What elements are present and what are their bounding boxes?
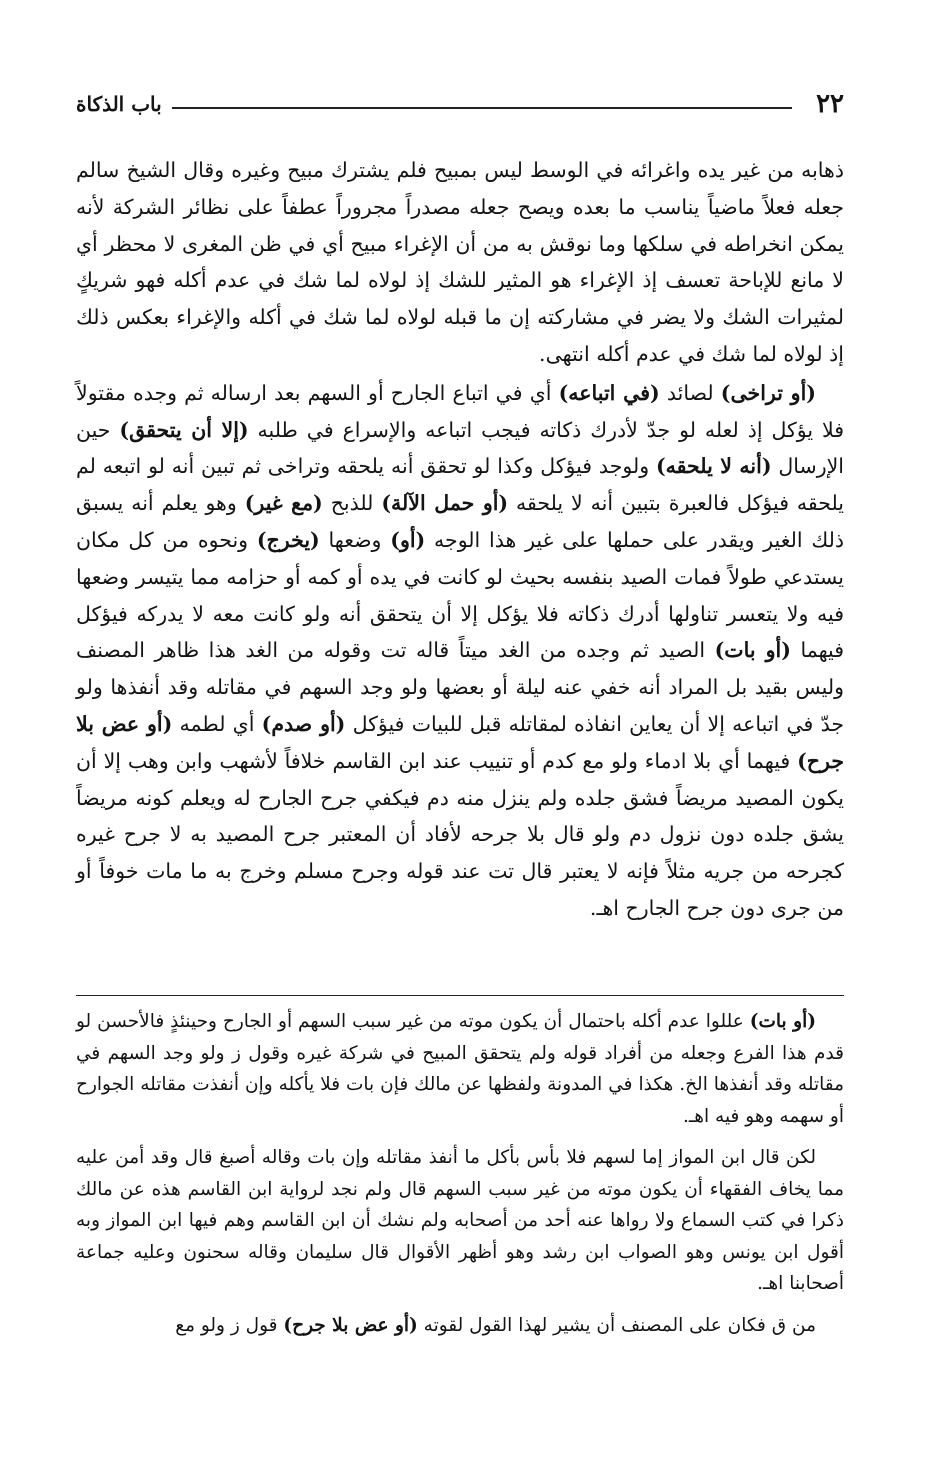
footnote-2: لكن قال ابن المواز إما لسهم فلا بأس بأكل ما أنفذ مقاتله وإن بات وقاله أصبغ قال وقد أمن عليه مما يخاف الفقهاء أن يكون موته من غير سبب السهم قال ولم نجد لرواية ابن القاسم هذه عن مالك ذكرا في كتب السماع ولا رواها عنه أحد من أصحابه ولم نشك أن ابن القاسم وهم فيها ابن المواز وبه أقول ابن يونس وهو الصواب ابن رشد وهو أظهر الأقوال قال سليمان وقاله سحنون وعليه جماعة أصحابنا اهـ. xyxy=(76,1147,844,1294)
commentary-text: الصيد ثم وجده من الغد ميتاً قاله تت وقوله من الغد هذا ظاهر المصنف وليس بقيد بل المراد أنه خفي عنه ليلة أو بعضها ولو وجد السهم في مقاتله وقد أنفذها ولو جدّ في اتباعه إلا أن يعاين انفاذه لمقاتله قبل للبيات فيؤكل xyxy=(76,638,845,736)
matn-term: (أو) xyxy=(390,527,426,552)
footnote-text: من ق فكان على المصنف أن يشير لهذا القول لقوته xyxy=(417,1314,816,1336)
matn-term: (أنه لا يلحقه) xyxy=(655,454,772,479)
matn-term: (أو بات) xyxy=(714,638,791,663)
commentary-text: لصائد xyxy=(659,380,721,405)
commentary-text: أي لطمه xyxy=(172,711,262,736)
commentary-text: للذبح xyxy=(322,491,382,516)
commentary-text: حين الإرسال xyxy=(76,417,845,479)
footnote-3 xyxy=(76,1310,844,1342)
footnote-text: قول ز ولو مع xyxy=(175,1314,284,1336)
page-header xyxy=(76,86,844,122)
footnotes xyxy=(76,1006,844,1351)
commentary-text: فيهما أي بلا ادماء ولو مع كدم أو تنييب عند ابن القاسم خلافاً لأشهب وابن وهب إلا أن يكون المصيد مريضاً فشق جلده ولم ينزل منه دم فيكفي جرح الجارح له ويعلم كونه مريضاً يشق جلده دون نزول دم ولو قال بلا جرحه لأفاد أن المعتبر جرح المصيد به لا جرح غيره كجرحه من جريه مثلاً فإنه لا يعتبر قال تت عند قوله وجرح مسلم وخرج به ما مات خوفاً أو من جرى دون جرح الجارح اهـ. xyxy=(76,748,844,920)
running-title: باب الذكاة xyxy=(76,92,162,116)
paragraph-2 xyxy=(76,375,844,927)
matn-term: (يخرج) xyxy=(256,527,320,552)
main-text xyxy=(76,152,844,929)
page-number: ٢٢ xyxy=(816,89,844,119)
commentary-text: ولوجد فيؤكل وكذا لو تحقق أنه يلحقه وتراخى ثم تبين أنه لو اتبعه لم يلحقه فيؤكل فالعبرة بتبين أنه لا يلحقه xyxy=(76,454,845,516)
matn-term: (أو بات) xyxy=(749,1011,816,1032)
commentary-text: أي في اتباع الجارح أو السهم بعد ارساله ثم وجده مقتولاً فلا يؤكل إذ لعله لو جدّ لأدرك ذكاته فيجب اتباعه والإسراع في طلبه xyxy=(76,380,844,442)
footnote-1 xyxy=(76,1006,844,1132)
footnote-separator xyxy=(76,995,844,996)
commentary-text: وهو يعلم أنه يسبق ذلك الغير ويقدر على حملها على غير هذا الوجه xyxy=(76,491,844,552)
matn-term: (أو عض بلا جرح) xyxy=(283,1314,418,1336)
matn-term: (أو صدم) xyxy=(261,711,346,736)
header-rule xyxy=(172,107,792,109)
matn-term: (أو عض بلا جرح) xyxy=(76,711,844,773)
paragraph-1: ذهابه من غير يده واغرائه في الوسط ليس بمبيح فلم يشترك مبيح وغيره وقال الشيخ سالم جعله فعلاً ماضياً يناسب ما بعده ويصح جعله مصدراً مجروراً عطفاً على نظائر الشركة لأنه يمكن انخراطه في سلكها وما نوقش به من أن الإغراء مبيح أي في ظن المغرى لا محظر أي لا مانع للإباحة تعسف إذ الإغراء هو المثير للشك إذ لولاه لما شك في عدم أكله فهو شريكٍ لمثيرات الشك ولا يضر في مشاركته إن ما قبله لولاه لما شك في أكله والإغراء بعكس ذلك إذ لولاه لما شك في عدم أكله انتهى. xyxy=(76,158,844,366)
commentary-text: وضعها xyxy=(319,527,391,552)
matn-term: (أو تراخى) xyxy=(720,380,816,405)
matn-term: (في اتباعه) xyxy=(558,380,660,405)
matn-term: (مع غير) xyxy=(244,491,323,516)
matn-term: (أو حمل الآلة) xyxy=(381,491,509,516)
commentary-text: ونحوه من كل مكان يستدعي طولاً فمات الصيد بنفسه بحيث لو كانت في يده أو كمه أو حزامه مما يتيسر وضعها فيه ولا يتعسر تناولها أدرك ذكاته فلا يؤكل إلا أن يتحقق أنه ولو كانت معه لا يدركه فيؤكل فيهما xyxy=(76,527,844,663)
matn-term: (إلا أن يتحقق) xyxy=(119,417,249,442)
footnote-text: عللوا عدم أكله باحتمال أن يكون موته من غير سبب السهم أو الجارح وحينئذٍ فالأحسن لو قدم هذا الفرع وجعله من أفراد قوله ولم يتحقق المبيح في شركة غيره وقول ز ولو وجد السهم في مقاتله وقد أنفذها الخ. هكذا في المدونة ولفظها عن مالك فإن بات فلا يأكله وإن أنفذت مقاتله الجوارح أو سهمه وهو فيه اهـ. xyxy=(76,1011,844,1127)
